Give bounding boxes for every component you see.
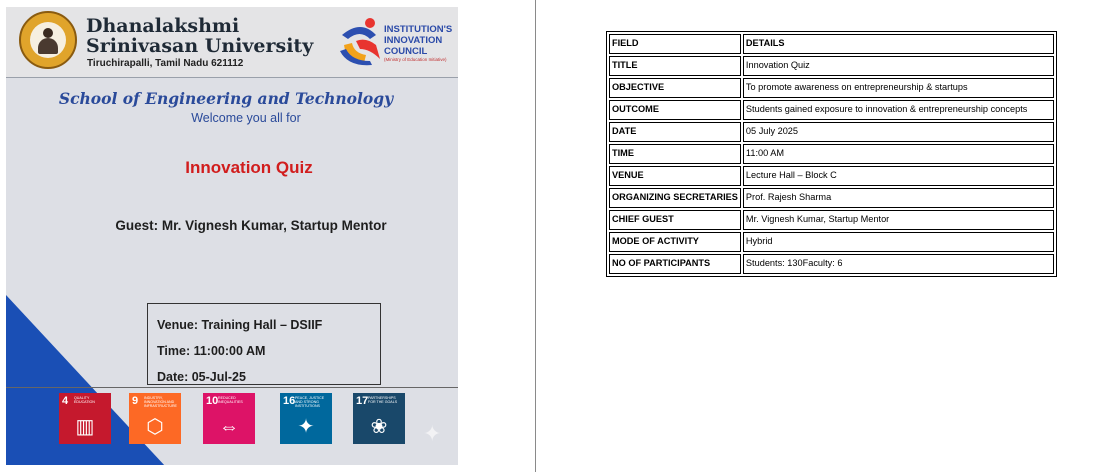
welcome-text: Welcome you all for (191, 111, 301, 125)
sdg-label: QUALITY EDUCATION (74, 396, 95, 404)
table-row (609, 144, 1054, 164)
row-field: TITLE (609, 56, 741, 76)
sdg-number: 17 (356, 395, 369, 407)
row-value: Hybrid (743, 232, 1054, 252)
row-value: To promote awareness on entrepreneurship & startups (743, 78, 1054, 98)
row-field: NO OF PARTICIPANTS (609, 254, 741, 274)
school-name: School of Engineering and Technology (58, 89, 394, 108)
cubes-icon: ⬡ (146, 416, 164, 438)
sdg-number: 16 (283, 395, 296, 407)
row-value: 11:00 AM (743, 144, 1054, 164)
row-field: TIME (609, 144, 741, 164)
flyer-header (6, 7, 458, 78)
table-row (609, 188, 1054, 208)
sdg-tile (59, 393, 111, 444)
row-value: Mr. Vignesh Kumar, Startup Mentor (743, 210, 1054, 230)
university-seal-logo (19, 11, 77, 69)
row-field: CHIEF GUEST (609, 210, 741, 230)
guest-line: Guest: Mr. Vignesh Kumar, Startup Mentor (115, 218, 387, 233)
header-details: DETAILS (743, 34, 1054, 54)
table-row (609, 232, 1054, 252)
sdg-tile (280, 393, 332, 444)
sparkle-icon: ✦ (423, 421, 442, 446)
book-icon: ▥ (75, 416, 95, 438)
row-value: 05 July 2025 (743, 122, 1054, 142)
sdg-label: REDUCED INEQUALITIES (218, 396, 243, 404)
table-row (609, 56, 1054, 76)
sdg-number: 4 (62, 395, 69, 407)
venue-box (147, 303, 381, 385)
table-row (609, 122, 1054, 142)
sdg-number: 9 (132, 395, 139, 407)
rings-icon: ❀ (370, 416, 388, 438)
sdg-label: INDUSTRY, INNOVATION AND INFRASTRUCTURE (144, 396, 177, 408)
row-field: OUTCOME (609, 100, 741, 120)
row-value: Prof. Rajesh Sharma (743, 188, 1054, 208)
row-field: MODE OF ACTIVITY (609, 232, 741, 252)
event-flyer (6, 7, 458, 465)
sdg-tile (203, 393, 255, 444)
sdg-number: 10 (206, 395, 219, 407)
equality-icon: ⇔ (219, 416, 239, 438)
event-details-table (606, 31, 1057, 277)
sdg-divider (6, 387, 458, 388)
date-line: Date: 05-Jul-25 (157, 370, 246, 384)
sdg-label: PEACE, JUSTICE AND STRONG INSTITUTIONS (295, 396, 325, 408)
sdg-tile (353, 393, 405, 444)
iic-subtitle: (Ministry of Education Initiative) (384, 57, 447, 62)
venue-line: Venue: Training Hall – DSIIF (157, 318, 323, 332)
iic-name: INSTITUTION'S INNOVATION COUNCIL (384, 24, 453, 57)
page-divider (535, 0, 536, 472)
table-row (609, 254, 1054, 274)
table-row (609, 100, 1054, 120)
row-field: VENUE (609, 166, 741, 186)
table-row (609, 78, 1054, 98)
university-name: Dhanalakshmi Srinivasan University (86, 15, 314, 57)
university-address: Tiruchirapalli, Tamil Nadu 621112 (87, 58, 244, 69)
time-line: Time: 11:00:00 AM (157, 344, 266, 358)
row-field: OBJECTIVE (609, 78, 741, 98)
table-row (609, 166, 1054, 186)
iic-logo-icon (336, 15, 386, 67)
sdg-label: PARTNERSHIPS FOR THE GOALS (368, 396, 398, 404)
row-field: DATE (609, 122, 741, 142)
row-value: Students: 130Faculty: 6 (743, 254, 1054, 274)
header-field: FIELD (609, 34, 741, 54)
dove-icon: ✦ (297, 416, 315, 438)
table-row (609, 210, 1054, 230)
row-value: Lecture Hall – Block C (743, 166, 1054, 186)
sdg-tile (129, 393, 181, 444)
event-title: Innovation Quiz (185, 158, 313, 177)
table-header-row (609, 34, 1054, 54)
row-value: Students gained exposure to innovation & entrepreneurship concepts (743, 100, 1054, 120)
row-field: ORGANIZING SECRETARIES (609, 188, 741, 208)
row-value: Innovation Quiz (743, 56, 1054, 76)
